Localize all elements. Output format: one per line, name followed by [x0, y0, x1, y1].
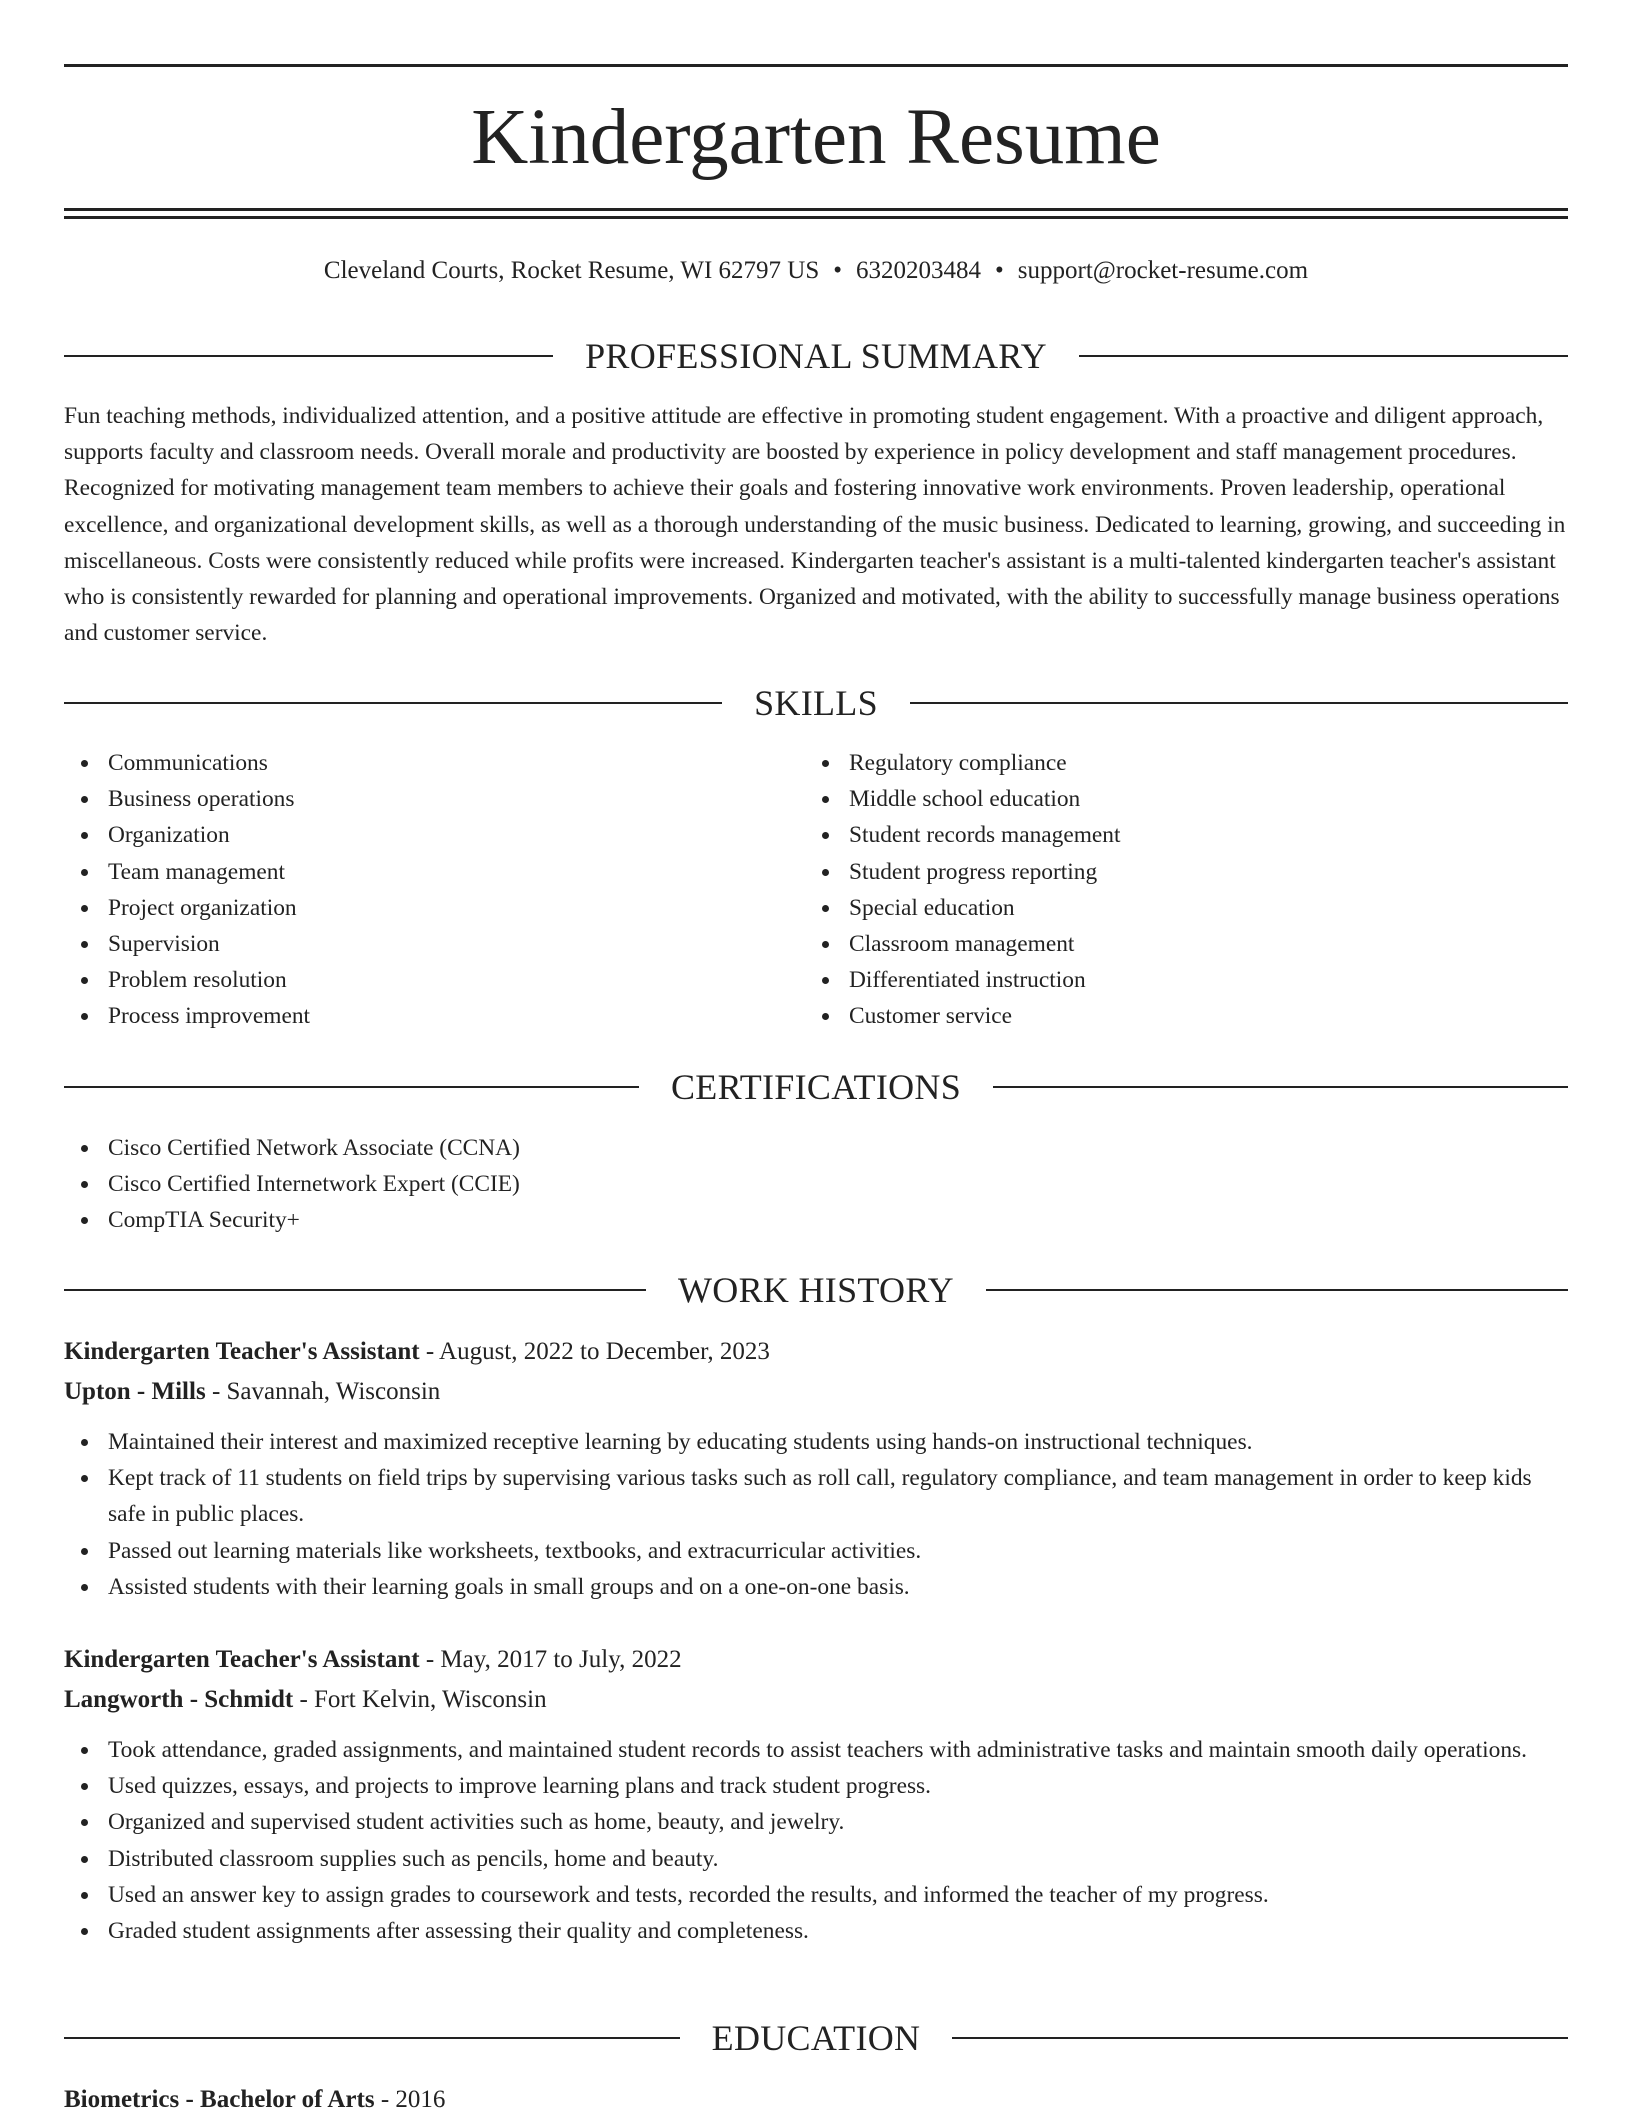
- skill-item: Organization: [64, 817, 764, 853]
- job-bullet: Assisted students with their learning goals in small groups and on a one-on-one basis.: [64, 1569, 1568, 1605]
- job-entry: [64, 1640, 1568, 1949]
- contact-address: Cleveland Courts, Rocket Resume, WI 62797 US: [323, 257, 820, 284]
- job-dates: - August, 2022 to December, 2023: [419, 1338, 770, 1365]
- job-bullet: Organized and supervised student activities such as home, beauty, and jewelry.: [64, 1804, 1568, 1840]
- section-title: PROFESSIONAL SUMMARY: [585, 336, 1047, 376]
- skill-item: Regulatory compliance: [805, 745, 1505, 781]
- heading-rule: [64, 1289, 646, 1291]
- skill-item: Special education: [805, 890, 1505, 926]
- heading-rule: [993, 1086, 1568, 1088]
- job-location: - Fort Kelvin, Wisconsin: [293, 1686, 547, 1713]
- certification-item: CompTIA Security+: [64, 1202, 1568, 1238]
- job-title: Kindergarten Teacher's Assistant: [64, 1338, 420, 1365]
- contact-separator: •: [833, 257, 842, 284]
- section-heading-skills: [64, 681, 1568, 725]
- skill-item: Customer service: [805, 998, 1505, 1034]
- heading-rule: [986, 1289, 1568, 1291]
- job-company: Langworth - Schmidt: [64, 1686, 294, 1713]
- title-rule-lower: [64, 216, 1568, 219]
- certifications-list: [64, 1130, 1568, 1239]
- job-bullet: Maintained their interest and maximized receptive learning by educating students using hands-on instructional techniques.: [64, 1424, 1568, 1460]
- skill-item: Communications: [64, 745, 764, 781]
- job-company-line: [64, 1372, 1568, 1412]
- contact-phone: 6320203484: [856, 257, 981, 284]
- job-bullet: Distributed classroom supplies such as pencils, home and beauty.: [64, 1841, 1568, 1877]
- section-heading-work-history: [64, 1268, 1568, 1312]
- job-bullet: Used quizzes, essays, and projects to improve learning plans and track student progress.: [64, 1768, 1568, 1804]
- skill-item: Classroom management: [805, 926, 1505, 962]
- job-dates: - May, 2017 to July, 2022: [419, 1646, 682, 1673]
- section-title: WORK HISTORY: [678, 1270, 954, 1310]
- heading-rule: [952, 2037, 1568, 2039]
- skill-item: Project organization: [64, 890, 764, 926]
- certification-item: Cisco Certified Internetwork Expert (CCIE): [64, 1166, 1568, 1202]
- job-company-line: [64, 1680, 1568, 1720]
- job-bullet: Used an answer key to assign grades to coursework and tests, recorded the results, and informed the teacher of my progress.: [64, 1877, 1568, 1913]
- heading-rule: [64, 2037, 680, 2039]
- job-title: Kindergarten Teacher's Assistant: [64, 1646, 420, 1673]
- skills-list-right: [805, 745, 1505, 1035]
- job-bullets: [64, 1424, 1568, 1605]
- job-title-line: [64, 1332, 1568, 1372]
- job-company: Upton - Mills: [64, 1378, 206, 1405]
- heading-rule: [910, 702, 1568, 704]
- job-location: - Savannah, Wisconsin: [205, 1378, 441, 1405]
- heading-rule: [1079, 355, 1568, 357]
- skills-list-left: [64, 745, 764, 1035]
- job-bullet: Kept track of 11 students on field trips by supervising various tasks such as roll call, regulatory compliance, and team management in order to keep kids safe in public places.: [64, 1460, 1568, 1532]
- education-entry: [64, 2080, 445, 2120]
- section-heading-education: [64, 2016, 1568, 2060]
- section-heading-certifications: [64, 1065, 1568, 1109]
- heading-rule: [64, 355, 553, 357]
- skill-item: Differentiated instruction: [805, 962, 1505, 998]
- skill-item: Business operations: [64, 781, 764, 817]
- certification-item: Cisco Certified Network Associate (CCNA): [64, 1130, 1568, 1166]
- skill-item: Middle school education: [805, 781, 1505, 817]
- skill-item: Student progress reporting: [805, 854, 1505, 890]
- education-degree: Biometrics - Bachelor of Arts: [64, 2086, 375, 2113]
- heading-rule: [64, 1086, 639, 1088]
- skill-item: Problem resolution: [64, 962, 764, 998]
- section-title: SKILLS: [754, 683, 878, 723]
- summary-paragraph: Fun teaching methods, individualized attention, and a positive attitude are effective in promoting student engagement. With a proactive and diligent approach, supports faculty and classroom needs. Overall morale and productivity are boosted by experience in policy development and staff management procedures. Recognized for motivating management team members to achieve their goals and fostering innovative work environments. Proven leadership, operational excellence, and organizational development skills, as well as a thorough understanding of the music business. Dedicated to learning, growing, and succeeding in miscellaneous. Costs were consistently reduced while profits were increased. Kindergarten teacher's assistant is a multi-talented kindergarten teacher's assistant who is consistently rewarded for planning and operational improvements. Organized and motivated, with the ability to successfully manage business operations and customer service.: [64, 403, 1566, 647]
- skill-item: Student records management: [805, 817, 1505, 853]
- title-rule-upper: [64, 208, 1568, 211]
- job-bullet: Graded student assignments after assessing their quality and completeness.: [64, 1913, 1568, 1949]
- section-title: EDUCATION: [711, 2018, 921, 2058]
- section-title: CERTIFICATIONS: [670, 1067, 962, 1107]
- job-bullets: [64, 1732, 1568, 1949]
- job-bullet: Passed out learning materials like worksheets, textbooks, and extracurricular activities.: [64, 1533, 1568, 1569]
- job-title-line: [64, 1640, 1568, 1680]
- contact-line: [64, 253, 1568, 289]
- section-heading-summary: [64, 334, 1568, 378]
- job-entry: [64, 1332, 1568, 1605]
- skill-item: Team management: [64, 854, 764, 890]
- education-year: - 2016: [374, 2086, 446, 2113]
- job-bullet: Took attendance, graded assignments, and maintained student records to assist teachers with administrative tasks and maintain smooth daily operations.: [64, 1732, 1568, 1768]
- contact-separator: •: [995, 257, 1004, 284]
- skill-item: Process improvement: [64, 998, 764, 1034]
- top-rule: [64, 64, 1568, 67]
- contact-email: support@rocket-resume.com: [1017, 257, 1309, 284]
- heading-rule: [64, 702, 722, 704]
- resume-title: Kindergarten Resume: [471, 94, 1161, 181]
- skill-item: Supervision: [64, 926, 764, 962]
